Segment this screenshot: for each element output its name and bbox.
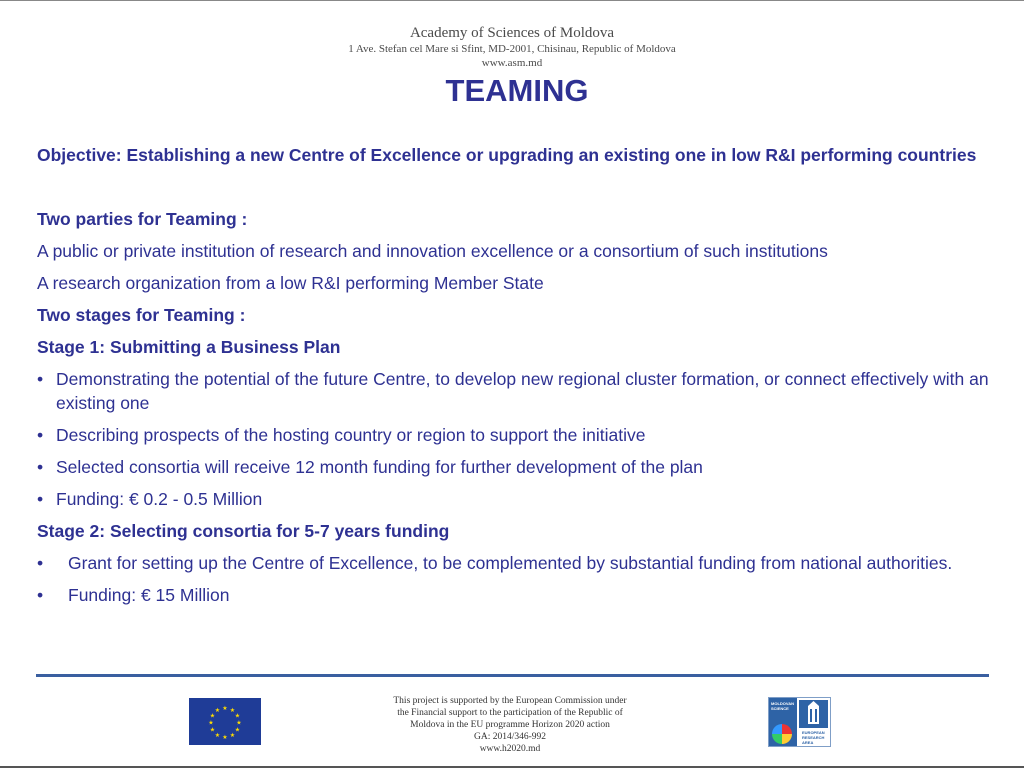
logo-circle-icon <box>772 724 792 744</box>
stage1-bullet-text: Describing prospects of the hosting country or region to support the initiative <box>56 425 646 445</box>
svg-text:★: ★ <box>234 712 241 720</box>
stage1-heading: Stage 1: Submitting a Business Plan <box>37 337 341 357</box>
svg-text:★: ★ <box>222 734 228 741</box>
slide-header <box>0 24 1024 70</box>
era-logo <box>768 697 831 747</box>
objective-text: Objective: Establishing a new Centre of Excellence or upgrading an existing one in low R&I performing countries <box>37 145 977 165</box>
party-item-1: A public or private institution of research and innovation excellence or a consortium of such institutions <box>37 241 828 261</box>
bullet-marker: • <box>37 585 44 605</box>
slide-title: TEAMING <box>445 73 589 108</box>
svg-text:★: ★ <box>229 732 236 739</box>
funding-line-3: Moldova in the EU programme Horizon 2020 action <box>410 720 610 730</box>
bullet-marker: • <box>37 553 44 573</box>
funding-line-5: www.h2020.md <box>479 744 541 754</box>
eu-flag-icon <box>189 698 261 745</box>
org-website: www.asm.md <box>481 57 543 69</box>
stages-heading: Two stages for Teaming : <box>37 305 246 325</box>
eu-stars-icon <box>189 698 261 745</box>
funding-line-1: This project is supported by the European Commission under <box>393 696 627 706</box>
stage2-bullet-2 <box>37 583 997 607</box>
svg-text:★: ★ <box>209 726 216 734</box>
bullet-marker: • <box>37 489 44 509</box>
svg-text:★: ★ <box>214 707 221 714</box>
stage1-bullet-2 <box>37 423 997 447</box>
building-icon <box>799 700 828 728</box>
svg-text:★: ★ <box>222 705 228 712</box>
svg-text:★: ★ <box>214 732 221 739</box>
svg-text:★: ★ <box>234 726 241 734</box>
footer-divider <box>36 674 989 677</box>
logo-right-text: EUROPEAN RESEARCH AREA <box>802 730 825 745</box>
stage2-heading: Stage 2: Selecting consortia for 5-7 years funding <box>37 521 450 541</box>
party-item-2: A research organization from a low R&I performing Member State <box>37 273 544 293</box>
bullet-marker: • <box>37 369 44 389</box>
bullet-marker: • <box>37 425 44 445</box>
svg-text:★: ★ <box>209 712 216 720</box>
svg-text:★: ★ <box>236 719 242 727</box>
funding-line-4: GA: 2014/346-992 <box>473 732 547 742</box>
stage1-bullet-text: Funding: € 0.2 - 0.5 Million <box>56 489 263 509</box>
logo-left-panel <box>769 698 797 746</box>
stage1-bullet-text: Demonstrating the potential of the future Centre, to develop new regional cluster formation, or connect effectively with an existing one <box>56 369 989 413</box>
funding-line-2: the Financial support to the participation of the Republic of <box>397 708 623 718</box>
org-name: Academy of Sciences of Moldova <box>409 25 615 41</box>
logo-left-text: MOLDOVAN SCIENCE <box>771 701 795 711</box>
svg-text:★: ★ <box>208 719 214 727</box>
parties-heading: Two parties for Teaming : <box>37 209 248 229</box>
stage1-bullet-3 <box>37 455 997 479</box>
bullet-marker: • <box>37 457 44 477</box>
top-border <box>0 0 1024 1</box>
stage1-bullet-1 <box>37 367 997 415</box>
stage1-bullet-4 <box>37 487 997 511</box>
stage2-bullet-text: Funding: € 15 Million <box>68 585 230 605</box>
stage2-bullet-1 <box>37 551 997 575</box>
org-address: 1 Ave. Stefan cel Mare si Sfint, MD-2001, Chisinau, Republic of Moldova <box>348 43 676 55</box>
svg-text:★: ★ <box>229 707 236 714</box>
slide-body <box>37 143 997 607</box>
funding-notice <box>360 695 660 755</box>
stage1-bullet-text: Selected consortia will receive 12 month funding for further development of the plan <box>56 457 703 477</box>
stage2-bullet-text: Grant for setting up the Centre of Excellence, to be complemented by substantial funding from national authorities. <box>68 553 953 573</box>
